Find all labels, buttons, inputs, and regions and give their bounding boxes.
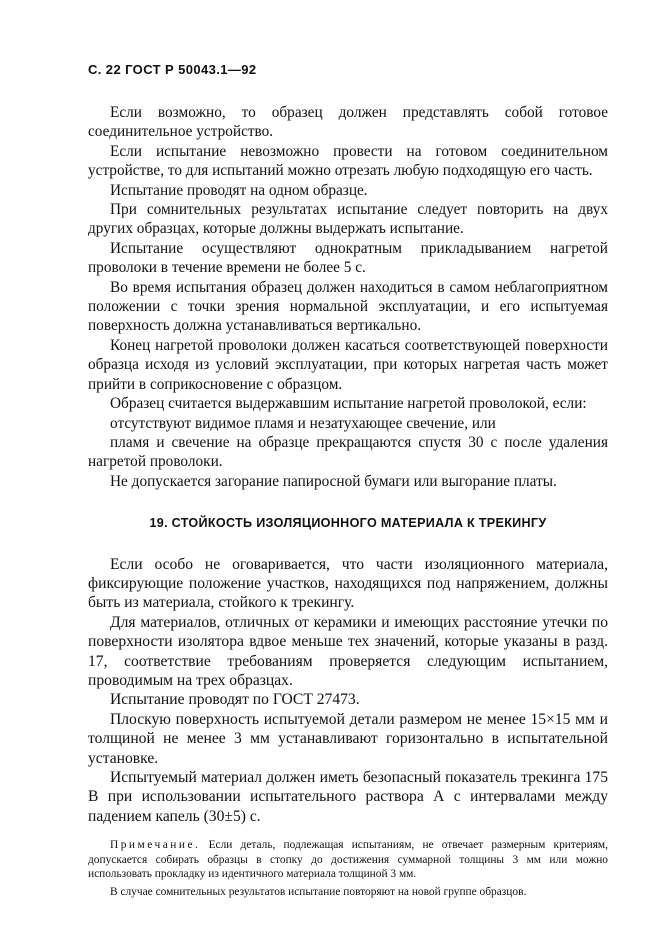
paragraph: отсутствуют видимое пламя и незатухающее свечение, или xyxy=(110,414,496,432)
note-text: Если деталь, подлежащая испытаниям, не отвечает размерным критериям, допускается собирать образцы в стопку до достижения суммарной толщины 3 мм или можно использовать прокладку из идентичного материала толщиной 3 мм. xyxy=(88,839,608,881)
page-header: С. 22 ГОСТ Р 50043.1—92 xyxy=(88,62,257,77)
paragraph: пламя и свечение на образце прекращаются спустя 30 с после удаления нагретой проволоки. xyxy=(88,433,608,471)
paragraph: Испытание проводят по ГОСТ 27473. xyxy=(110,691,360,709)
paragraph: Испытание осуществляют однократным прикладыванием нагретой проволоки в течение времени не более 5 с. xyxy=(88,239,608,277)
paragraph: Если испытание невозможно провести на готовом соединительном устройстве, то для испытаний можно отрезать любую подходящую его часть. xyxy=(88,142,608,180)
section-title: 19. СТОЙКОСТЬ ИЗОЛЯЦИОННОГО МАТЕРИАЛА К ТРЕКИНГУ xyxy=(149,516,547,531)
paragraph: Образец считается выдержавшим испытание нагретой проволокой, если: xyxy=(110,395,587,413)
paragraph: Испытание проводят на одном образце. xyxy=(110,181,368,199)
paragraph: Для материалов, отличных от керамики и имеющих расстояние утечки по поверхности изолятора вдвое меньше тех значений, которые указаны в разд. 17, соответствие требованиям проверяется следующим испытанием, проводимым на трех образцах. xyxy=(88,613,608,689)
document-body xyxy=(88,103,608,900)
paragraph: Если возможно, то образец должен представлять собой готовое соединительное устройство. xyxy=(88,104,608,141)
paragraph: Если особо не оговаривается, что части изоляционного материала, фиксирующие положение участков, находящихся под напряжением, должны быть из материала, стойкого к трекингу. xyxy=(88,555,608,612)
note-secondary: В случае сомнительных результатов испытание повторяют на новой группе образцов. xyxy=(110,886,527,898)
note xyxy=(88,838,608,882)
note-label: Примечание. xyxy=(110,839,201,852)
paragraph: При сомнительных результатах испытание следует повторить на двух других образцах, которые должны выдержать испытание. xyxy=(88,201,608,238)
paragraph: Во время испытания образец должен находиться в самом неблагоприятном положении с точки зрения нормальной эксплуатации, и его испытуемая поверхность должна устанавливаться вертикально. xyxy=(88,278,608,335)
paragraph: Плоскую поверхность испытуемой детали размером не менее 15×15 мм и толщиной не менее 3 мм устанавливают горизонтально в испытательной установке. xyxy=(88,710,608,767)
paragraph: Испытуемый материал должен иметь безопасный показатель трекинга 175 В при использовании испытательного раствора А с интервалами между падением капель (30±5) с. xyxy=(88,769,608,825)
paragraph: Конец нагретой проволоки должен касаться соответствующей поверхности образца исходя из условий эксплуатации, при которых нагретая часть может прийти в соприкосновение с образцом. xyxy=(88,336,608,393)
paragraph: Не допускается загорание папиросной бумаги или выгорание платы. xyxy=(110,472,557,490)
